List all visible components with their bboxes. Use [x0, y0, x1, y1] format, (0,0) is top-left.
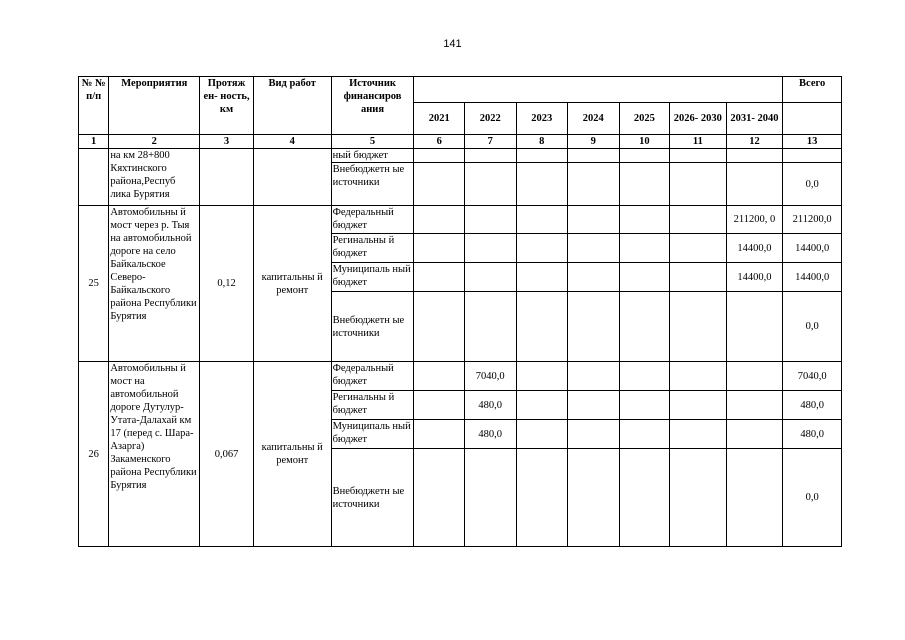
value-cell — [670, 263, 727, 292]
value-cell: 7040,0 — [464, 362, 516, 391]
value-cell — [414, 420, 465, 449]
source-name: Муниципаль ный бюджет — [331, 263, 414, 292]
value-cell — [568, 292, 620, 362]
value-cell — [568, 163, 620, 206]
header-total-spacer — [783, 103, 842, 135]
value-cell — [414, 292, 465, 362]
value-cell — [568, 420, 620, 449]
column-number: 3 — [200, 135, 254, 149]
total-cell: 14400,0 — [783, 234, 842, 263]
value-cell — [619, 391, 670, 420]
value-cell — [464, 206, 516, 234]
header-work-type: Вид работ — [253, 77, 331, 135]
total-cell: 480,0 — [783, 391, 842, 420]
source-name: Внебюджетн ые источники — [331, 292, 414, 362]
value-cell — [619, 292, 670, 362]
value-cell: 14400,0 — [726, 234, 783, 263]
value-cell — [516, 163, 568, 206]
value-cell — [464, 149, 516, 163]
value-cell — [568, 263, 620, 292]
value-cell — [619, 149, 670, 163]
value-cell — [414, 149, 465, 163]
header-total: Всего — [783, 77, 842, 103]
row-event: на км 28+800 Кяхтинского района,Респуб лика Бурятия — [109, 149, 200, 206]
source-name: Регинальны й бюджет — [331, 234, 414, 263]
value-cell — [568, 234, 620, 263]
value-cell — [414, 391, 465, 420]
value-cell — [464, 263, 516, 292]
value-cell — [619, 362, 670, 391]
value-cell — [670, 163, 727, 206]
source-name: Внебюджетн ые источники — [331, 449, 414, 547]
column-number: 6 — [414, 135, 465, 149]
value-cell — [414, 206, 465, 234]
value-cell — [726, 362, 783, 391]
value-cell — [726, 163, 783, 206]
column-number: 7 — [464, 135, 516, 149]
value-cell — [464, 449, 516, 547]
row-work-type: капитальны й ремонт — [253, 362, 331, 547]
value-cell — [670, 449, 727, 547]
row-event: Автомобильны й мост на автомобильной дороге Дутулур- Утата-Далахай км 17 (перед с. Шара- Азарга) Закаменского района Республики Бурятия — [109, 362, 200, 547]
header-source: Источник финансиров ания — [331, 77, 414, 135]
header-year: 2026- 2030 — [670, 103, 727, 135]
header-year: 2021 — [414, 103, 465, 135]
value-cell — [670, 362, 727, 391]
column-number-row — [79, 135, 842, 149]
source-name: Федеральный бюджет — [331, 206, 414, 234]
value-cell — [568, 149, 620, 163]
column-number: 8 — [516, 135, 568, 149]
value-cell — [619, 234, 670, 263]
total-cell: 7040,0 — [783, 362, 842, 391]
row-length: 0,12 — [200, 206, 254, 362]
value-cell — [414, 263, 465, 292]
total-cell: 0,0 — [783, 449, 842, 547]
value-cell — [516, 449, 568, 547]
column-number: 13 — [783, 135, 842, 149]
value-cell — [516, 263, 568, 292]
total-cell: 211200,0 — [783, 206, 842, 234]
row-length: 0,067 — [200, 362, 254, 547]
value-cell — [670, 292, 727, 362]
row-num: 25 — [79, 206, 109, 362]
value-cell — [568, 449, 620, 547]
source-name: Регинальны й бюджет — [331, 391, 414, 420]
value-cell — [464, 163, 516, 206]
value-cell — [414, 449, 465, 547]
table-row — [79, 362, 842, 391]
column-number: 12 — [726, 135, 783, 149]
value-cell — [619, 206, 670, 234]
row-work-type — [253, 149, 331, 206]
total-cell — [783, 149, 842, 163]
value-cell — [516, 292, 568, 362]
row-work-type: капитальны й ремонт — [253, 206, 331, 362]
row-num — [79, 149, 109, 206]
value-cell — [726, 292, 783, 362]
value-cell — [726, 391, 783, 420]
value-cell — [619, 163, 670, 206]
value-cell — [670, 391, 727, 420]
value-cell: 480,0 — [464, 391, 516, 420]
value-cell — [414, 234, 465, 263]
source-name: ный бюджет — [331, 149, 414, 163]
header-year: 2022 — [464, 103, 516, 135]
table-row — [79, 206, 842, 234]
column-number: 5 — [331, 135, 414, 149]
column-number: 10 — [619, 135, 670, 149]
header-year: 2025 — [619, 103, 670, 135]
value-cell — [568, 206, 620, 234]
header-year: 2031- 2040 — [726, 103, 783, 135]
value-cell — [464, 234, 516, 263]
value-cell — [619, 420, 670, 449]
header-years-group — [414, 77, 783, 103]
total-cell: 480,0 — [783, 420, 842, 449]
financing-table — [78, 76, 842, 547]
value-cell — [516, 420, 568, 449]
value-cell — [726, 449, 783, 547]
column-number: 9 — [568, 135, 620, 149]
value-cell — [568, 391, 620, 420]
value-cell — [619, 449, 670, 547]
table-row — [79, 149, 842, 163]
value-cell — [414, 362, 465, 391]
value-cell — [516, 206, 568, 234]
value-cell — [726, 149, 783, 163]
value-cell — [516, 362, 568, 391]
value-cell — [516, 149, 568, 163]
column-number: 1 — [79, 135, 109, 149]
source-name: Федеральный бюджет — [331, 362, 414, 391]
total-cell: 14400,0 — [783, 263, 842, 292]
source-name: Муниципаль ный бюджет — [331, 420, 414, 449]
column-number: 2 — [109, 135, 200, 149]
header-length: Протяж ен- ность, км — [200, 77, 254, 135]
value-cell — [726, 420, 783, 449]
value-cell — [619, 263, 670, 292]
header-num: № № п/п — [79, 77, 109, 135]
value-cell — [670, 420, 727, 449]
value-cell: 480,0 — [464, 420, 516, 449]
page-number: 141 — [443, 38, 462, 50]
value-cell — [414, 163, 465, 206]
header-event: Мероприятия — [109, 77, 200, 135]
header-year: 2024 — [568, 103, 620, 135]
value-cell — [568, 362, 620, 391]
row-length — [200, 149, 254, 206]
header-year: 2023 — [516, 103, 568, 135]
value-cell — [670, 206, 727, 234]
column-number: 11 — [670, 135, 727, 149]
value-cell — [516, 234, 568, 263]
row-num: 26 — [79, 362, 109, 547]
value-cell — [464, 292, 516, 362]
value-cell: 211200, 0 — [726, 206, 783, 234]
total-cell: 0,0 — [783, 163, 842, 206]
row-event: Автомобильны й мост через р. Тыя на автомобильной дороге на село Байкальское Северо- Байкальского района Республики Бурятия — [109, 206, 200, 362]
value-cell — [670, 234, 727, 263]
value-cell — [670, 149, 727, 163]
value-cell — [516, 391, 568, 420]
column-number: 4 — [253, 135, 331, 149]
source-name: Внебюджетн ые источники — [331, 163, 414, 206]
value-cell: 14400,0 — [726, 263, 783, 292]
total-cell: 0,0 — [783, 292, 842, 362]
